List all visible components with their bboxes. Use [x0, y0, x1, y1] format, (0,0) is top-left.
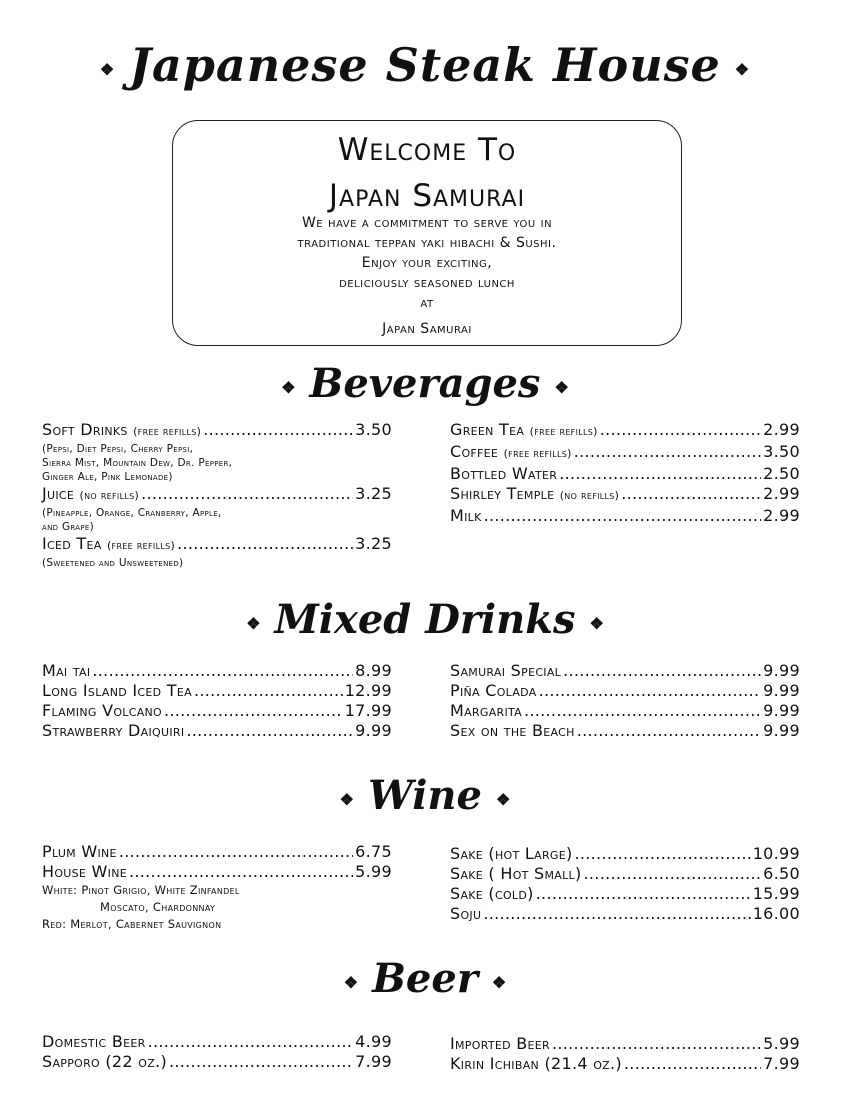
leader-dots [584, 864, 762, 884]
leader-dots [129, 862, 353, 882]
beverages-left-column [42, 420, 392, 570]
menu-item [42, 842, 392, 862]
welcome-line: at [420, 295, 434, 311]
leader-dots [148, 1032, 354, 1052]
item-name: Plum Wine [42, 842, 117, 861]
item-note: Red: Merlot, Cabernet Sauvignon [42, 917, 222, 931]
wine-right-column [450, 844, 800, 924]
diamond-ornament-icon: ❖ [734, 59, 751, 79]
item-name: Shirley Temple [450, 484, 555, 503]
diamond-ornament-icon: ❖ [589, 613, 604, 633]
leader-dots [539, 681, 762, 701]
leader-dots [574, 442, 761, 462]
item-price: 9.99 [763, 661, 800, 680]
leader-dots [119, 842, 353, 862]
item-name: Sake (hot Large) [450, 844, 573, 863]
item-note: and Grape) [42, 521, 94, 533]
diamond-ornament-icon: ❖ [99, 59, 116, 79]
item-price: 5.99 [355, 862, 392, 881]
leader-dots [575, 844, 751, 864]
menu-item [450, 721, 800, 741]
item-name: Milk [450, 506, 482, 525]
item-name: Piña Colada [450, 681, 537, 700]
mixed-left-column [42, 661, 392, 741]
leader-dots [169, 1052, 353, 1072]
diamond-ornament-icon: ❖ [491, 972, 507, 992]
item-price: 8.99 [355, 661, 392, 680]
menu-item [42, 484, 392, 506]
item-name: Long Island Iced Tea [42, 681, 192, 700]
welcome-heading-1: Welcome To [337, 132, 517, 168]
menu-item [450, 701, 800, 721]
mixed-right-column [450, 661, 800, 741]
leader-dots [177, 534, 353, 554]
menu-item [450, 904, 800, 924]
item-qualifier: (no refills) [559, 489, 620, 502]
item-price: 2.50 [763, 464, 800, 483]
diamond-ornament-icon: ❖ [281, 377, 296, 397]
menu-item [42, 1032, 392, 1052]
item-price: 7.99 [763, 1054, 800, 1073]
welcome-line: Japan Samurai [382, 321, 472, 337]
menu-item [450, 661, 800, 681]
leader-dots [524, 701, 761, 721]
item-name: Sake ( Hot Small) [450, 864, 582, 883]
wine-left-column [42, 842, 392, 933]
item-name: Iced Tea [42, 534, 102, 553]
item-qualifier: (free refills) [106, 539, 176, 552]
welcome-line: We have a commitment to serve you in [301, 215, 553, 231]
menu-item [450, 681, 800, 701]
section-title-beer: ❖ Beer ❖ [343, 955, 507, 1002]
menu-item [42, 661, 392, 681]
item-price: 15.99 [752, 884, 800, 903]
item-price: 2.99 [763, 420, 800, 439]
item-price: 6.75 [355, 842, 392, 861]
section-title-wine: ❖ Wine ❖ [339, 772, 511, 819]
leader-dots [600, 420, 761, 440]
item-price: 3.50 [763, 442, 800, 461]
beer-left-column [42, 1032, 392, 1072]
item-price: 5.99 [763, 1034, 800, 1053]
item-name: Samurai Special [450, 661, 562, 680]
menu-item [450, 506, 800, 526]
welcome-line: traditional teppan yaki hibachi & Sushi. [297, 235, 557, 251]
menu-item [42, 534, 392, 556]
diamond-ornament-icon: ❖ [339, 789, 355, 809]
menu-item [450, 484, 800, 506]
leader-dots [186, 721, 353, 741]
item-price: 9.99 [763, 681, 800, 700]
item-name: Coffee [450, 442, 499, 461]
leader-dots [92, 661, 353, 681]
item-name: Juice [42, 484, 75, 503]
menu-item [42, 721, 392, 741]
item-name: House Wine [42, 862, 128, 881]
leader-dots [536, 884, 751, 904]
welcome-line: Enjoy your exciting, [361, 255, 493, 271]
item-name: Sapporo (22 oz.) [42, 1052, 168, 1071]
item-price: 17.99 [344, 701, 392, 720]
item-price: 4.99 [355, 1032, 392, 1051]
diamond-ornament-icon: ❖ [246, 613, 261, 633]
section-title-mixed-drinks: ❖ Mixed Drinks ❖ [246, 596, 604, 643]
item-qualifier: (free refills) [529, 425, 598, 438]
item-price: 7.99 [355, 1052, 392, 1071]
welcome-line: deliciously seasoned lunch [339, 275, 515, 291]
menu-item [42, 420, 392, 442]
menu-item [42, 681, 392, 701]
item-price: 2.99 [763, 484, 800, 503]
item-note: (Sweetened and Unsweetened) [42, 557, 184, 569]
item-price: 3.25 [355, 484, 392, 503]
diamond-ornament-icon: ❖ [343, 972, 359, 992]
item-price: 10.99 [752, 844, 800, 863]
beer-right-column [450, 1034, 800, 1074]
item-price: 3.25 [355, 534, 392, 553]
item-note: (Pineapple, Orange, Cranberry, Apple, [42, 507, 222, 519]
diamond-ornament-icon: ❖ [495, 789, 511, 809]
leader-dots [552, 1034, 761, 1054]
menu-item [42, 701, 392, 721]
item-price: 9.99 [763, 721, 800, 740]
welcome-box [172, 120, 682, 346]
leader-dots [164, 701, 343, 721]
menu-item [42, 862, 392, 882]
menu-item [450, 420, 800, 442]
item-price: 16.00 [752, 904, 800, 923]
item-name: Mai tai [42, 661, 91, 680]
beverages-right-column [450, 420, 800, 526]
leader-dots [621, 484, 761, 504]
item-note: Ginger Ale, Pink Lemonade) [42, 471, 173, 483]
item-note: White: Pinot Grigio, White Zinfandel [42, 883, 240, 897]
item-note: Sierra Mist, Mountain Dew, Dr. Pepper, [42, 457, 233, 469]
item-name: Domestic Beer [42, 1032, 146, 1051]
item-name: Soju [450, 904, 482, 923]
item-name: Imported Beer [450, 1034, 550, 1053]
menu-item [42, 1052, 392, 1072]
welcome-heading-2: Japan Samurai [328, 178, 526, 214]
item-name: Strawberry Daiquiri [42, 721, 185, 740]
item-note: Moscato, Chardonnay [100, 900, 216, 914]
section-title-beverages: ❖ Beverages ❖ [281, 360, 569, 407]
item-name: Kirin Ichiban (21.4 oz.) [450, 1054, 622, 1073]
leader-dots [203, 420, 353, 440]
leader-dots [483, 904, 750, 924]
item-name: Sex on the Beach [450, 721, 575, 740]
item-qualifier: (free refills) [503, 447, 572, 460]
item-name: Margarita [450, 701, 522, 720]
item-qualifier: (free refills) [133, 425, 202, 438]
item-price: 9.99 [763, 701, 800, 720]
item-name: Green Tea [450, 420, 525, 439]
leader-dots [484, 506, 762, 526]
menu-item [450, 1054, 800, 1074]
menu-item [450, 1034, 800, 1054]
item-name: Flaming Volcano [42, 701, 163, 720]
item-name: Soft Drinks [42, 420, 128, 439]
item-price: 9.99 [355, 721, 392, 740]
item-name: Sake (cold) [450, 884, 534, 903]
menu-item [450, 844, 800, 864]
leader-dots [577, 721, 761, 741]
menu-item [450, 464, 800, 484]
item-name: Bottled Water [450, 464, 558, 483]
leader-dots [624, 1054, 761, 1074]
menu-item [450, 442, 800, 464]
item-qualifier: (no refills) [79, 489, 140, 502]
leader-dots [141, 484, 353, 504]
leader-dots [194, 681, 343, 701]
leader-dots [559, 464, 761, 484]
item-note: (Pepsi, Diet Pepsi, Cherry Pepsi, [42, 443, 194, 455]
menu-item [450, 864, 800, 884]
item-price: 6.50 [763, 864, 800, 883]
item-price: 3.50 [355, 420, 392, 439]
menu-item [450, 884, 800, 904]
item-price: 2.99 [763, 506, 800, 525]
leader-dots [563, 661, 761, 681]
diamond-ornament-icon: ❖ [554, 377, 569, 397]
item-price: 12.99 [344, 681, 392, 700]
menu-title: ❖ Japanese Steak House ❖ [99, 38, 751, 92]
